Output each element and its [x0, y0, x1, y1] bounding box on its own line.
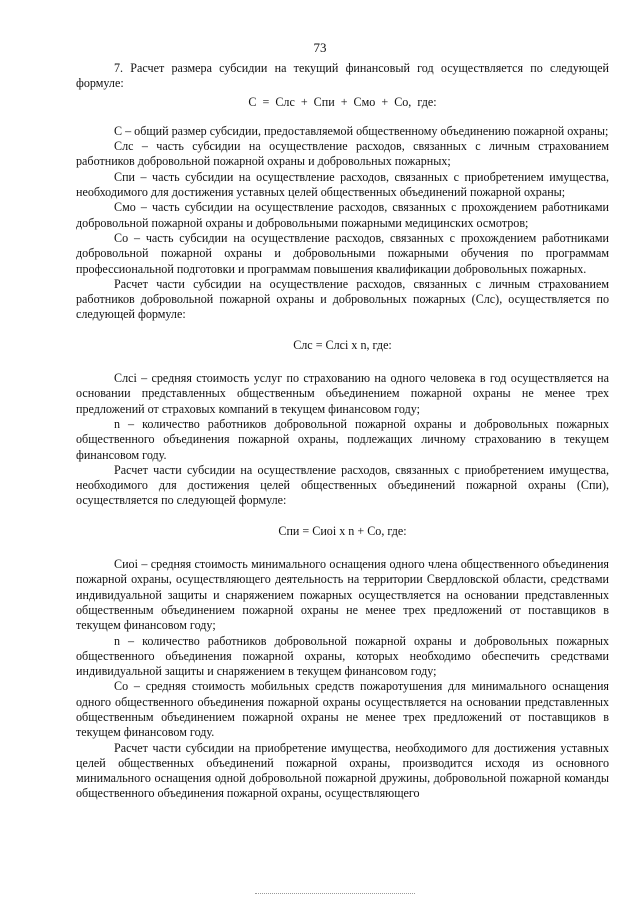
paragraph-item-7: 7. Расчет размера субсидии на текущий финансовый год осуществляется по следующей формуле:: [76, 61, 609, 91]
definition-spi: Спи – часть субсидии на осуществление расходов, связанных с приобретением имущества, необходимого для достижения уставных целей общественных объединений пожарной охраны;: [76, 169, 609, 200]
paragraph-sls-calc: Расчет части субсидии на осуществление расходов, связанных с личным страхованием работников добровольной пожарной охраны и добровольных пожарных (Слс), осуществляется по следующей формуле:: [76, 276, 609, 322]
scan-artifact-line: [255, 893, 415, 895]
definition-slsi: Слсi – средняя стоимость услуг по страхованию на одного человека в год осуществляется на основании представленных общественным объединением пожарной охраны не менее трех предложений от страховых компаний в текущем финансовом году;: [76, 371, 609, 416]
definition-n-insurance: n – количество работников добровольной пожарной охраны и добровольных пожарных общественного объединения пожарной охраны, подлежащих личному страхованию в текущем финансовом году.: [76, 416, 609, 462]
formula-total-subsidy: С = Слс + Спи + Смо + Со, где:: [248, 94, 437, 109]
paragraph-property-calc: Расчет части субсидии на приобретение имущества, необходимого для достижения уставных целей общественных объединений пожарной охраны, производится исходя из основного минимального оснащения одной добровольной пожарной дружины, добровольной пожарной команды общественного объединения пожарной охраны, осуществляющего: [76, 740, 609, 801]
document-body: [76, 61, 609, 802]
definition-sioi: Сиоi – средняя стоимость минимального оснащения одного члена общественного объединения пожарной охраны, осуществляющего деятельность на территории Свердловской области, средствами индивидуальной защиты и снаряжением пожарных осуществляется на основании представленных общественным объединением пожарной охраны не менее трех предложений от поставщиков в текущем финансовом году;: [76, 557, 609, 633]
definition-so: Со – часть субсидии на осуществление расходов, связанных с прохождением работниками добровольной пожарной охраны и добровольными пожарными обучения по программам профессиональной подготовки и программам повышения квалификации добровольных пожарных.: [76, 230, 609, 276]
definition-sls: Слс – часть субсидии на осуществление расходов, связанных с личным страхованием работников добровольной пожарной охраны и добровольных пожарных;: [76, 139, 609, 169]
formula-sls: Слс = Слсi x n, где:: [293, 337, 392, 352]
formula-spi: Спи = Сиоi x n + Со, где:: [278, 523, 407, 538]
definition-c: С – общий размер субсидии, предоставляемой общественному объединению пожарной охраны;: [114, 123, 609, 138]
definition-smo: Смо – часть субсидии на осуществление расходов, связанных с прохождением работниками добровольной пожарной охраны и добровольными пожарными медицинских осмотров;: [76, 200, 609, 230]
definition-n-equipment: n – количество работников добровольной пожарной охраны и добровольных пожарных общественного объединения пожарной охраны, которых необходимо обеспечить средствами индивидуальной защиты и снаряжением в текущем финансовом году;: [76, 633, 609, 679]
page-number: 73: [313, 40, 327, 55]
paragraph-spi-calc: Расчет части субсидии на осуществление расходов, связанных с приобретением имущества, необходимого для достижения целей общественных объединений пожарной охраны (Спи), осуществляется по следующей формуле:: [76, 462, 609, 508]
definition-so-mobile: Со – средняя стоимость мобильных средств пожаротушения для минимального оснащения одного общественного объединения пожарной охраны осуществляется на основании представленных общественным объединением пожарной охраны не менее трех предложений от поставщиков в текущем финансовом году.: [76, 679, 609, 740]
